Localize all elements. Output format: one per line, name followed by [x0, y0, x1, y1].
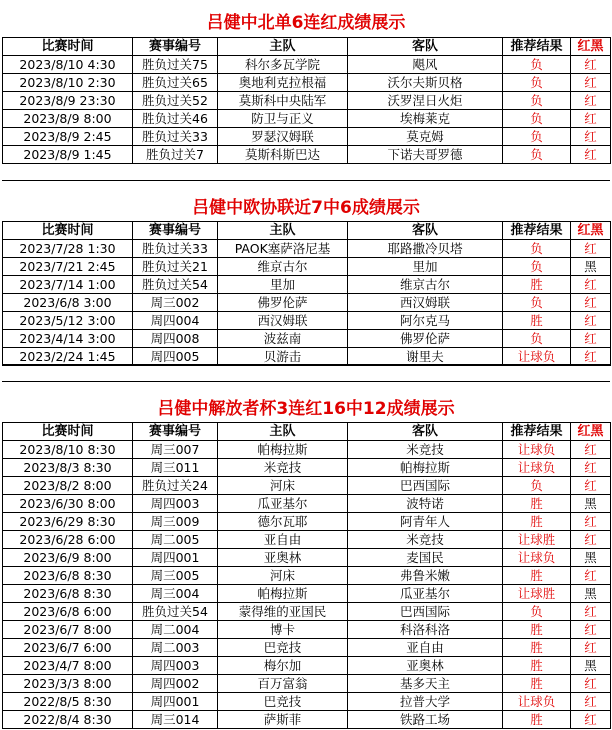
away-team: 亚奥林: [348, 657, 503, 675]
pick: 胜: [503, 711, 571, 729]
match-time: 2023/8/9 23:30: [3, 92, 133, 110]
match-time: 2023/5/12 3:00: [3, 312, 133, 330]
pick: 胜: [503, 495, 571, 513]
result: 红: [571, 240, 611, 258]
table-row: [3, 110, 611, 128]
home-team: PAOK塞萨洛尼基: [218, 240, 348, 258]
match-code: 周四001: [133, 693, 218, 711]
match-time: 2023/7/14 1:00: [3, 276, 133, 294]
away-team: 里加: [348, 258, 503, 276]
header-row: [3, 222, 611, 240]
table-row: [3, 56, 611, 74]
result: 红: [571, 294, 611, 312]
pick: 让球负: [503, 459, 571, 477]
away-team: 下诺夫哥罗德: [348, 146, 503, 164]
home-team: 帕梅拉斯: [218, 441, 348, 459]
away-team: 埃梅莱克: [348, 110, 503, 128]
table-row: [3, 603, 611, 621]
result: 红: [571, 146, 611, 164]
result: 红: [571, 348, 611, 366]
pick: 胜: [503, 639, 571, 657]
table-row: [3, 92, 611, 110]
home-team: 罗瑟汉姆联: [218, 128, 348, 146]
divider: [2, 364, 610, 365]
table-row: [3, 74, 611, 92]
home-team: 百万富翁: [218, 675, 348, 693]
match-time: 2023/8/10 8:30: [3, 441, 133, 459]
away-team: 西汉姆联: [348, 294, 503, 312]
result: 红: [571, 74, 611, 92]
result: 黑: [571, 657, 611, 675]
result: 红: [571, 603, 611, 621]
table-row: [3, 675, 611, 693]
table-row: [3, 441, 611, 459]
header-pick: 推荐结果: [503, 222, 571, 240]
match-time: 2023/6/28 6:00: [3, 531, 133, 549]
match-code: 胜负过关46: [133, 110, 218, 128]
pick: 负: [503, 146, 571, 164]
pick: 胜: [503, 312, 571, 330]
result: 红: [571, 639, 611, 657]
pick: 胜: [503, 567, 571, 585]
header-result: 红黑: [571, 222, 611, 240]
table-row: [3, 294, 611, 312]
away-team: 拉普大学: [348, 693, 503, 711]
match-code: 胜负过关24: [133, 477, 218, 495]
result: 红: [571, 56, 611, 74]
away-team: 沃尔夫斯贝格: [348, 74, 503, 92]
header-home: 主队: [218, 222, 348, 240]
pick: 负: [503, 330, 571, 348]
pick: 让球负: [503, 441, 571, 459]
match-time: 2023/8/10 2:30: [3, 74, 133, 92]
result: 红: [571, 441, 611, 459]
match-code: 周四001: [133, 549, 218, 567]
header-match-code: 赛事编号: [133, 222, 218, 240]
results-table: [2, 422, 611, 729]
header-time: 比赛时间: [3, 423, 133, 441]
pick: 负: [503, 56, 571, 74]
away-team: 弗鲁米嫩: [348, 567, 503, 585]
header-time: 比赛时间: [3, 38, 133, 56]
match-time: 2023/3/3 8:00: [3, 675, 133, 693]
result: 红: [571, 621, 611, 639]
divider: [2, 180, 610, 181]
home-team: 河床: [218, 477, 348, 495]
table-row: [3, 477, 611, 495]
header-home: 主队: [218, 38, 348, 56]
table-row: [3, 459, 611, 477]
header-match-code: 赛事编号: [133, 423, 218, 441]
pick: 负: [503, 258, 571, 276]
table-row: [3, 330, 611, 348]
home-team: 巴竞技: [218, 693, 348, 711]
home-team: 亚奥林: [218, 549, 348, 567]
match-time: 2023/7/21 2:45: [3, 258, 133, 276]
home-team: 佛罗伦萨: [218, 294, 348, 312]
results-table: [2, 37, 611, 164]
match-time: 2023/6/8 3:00: [3, 294, 133, 312]
header-match-code: 赛事编号: [133, 38, 218, 56]
home-team: 西汉姆联: [218, 312, 348, 330]
header-result: 红黑: [571, 38, 611, 56]
match-time: 2023/6/30 8:00: [3, 495, 133, 513]
pick: 负: [503, 240, 571, 258]
table-row: [3, 711, 611, 729]
home-team: 防卫与正义: [218, 110, 348, 128]
away-team: 维京古尔: [348, 276, 503, 294]
pick: 胜: [503, 621, 571, 639]
match-code: 胜负过关52: [133, 92, 218, 110]
header-row: [3, 38, 611, 56]
match-code: 周三002: [133, 294, 218, 312]
match-time: 2022/8/5 8:30: [3, 693, 133, 711]
pick: 让球负: [503, 348, 571, 366]
home-team: 贝游击: [218, 348, 348, 366]
home-team: 里加: [218, 276, 348, 294]
match-time: 2023/8/2 8:00: [3, 477, 133, 495]
away-team: 基多天主: [348, 675, 503, 693]
result: 红: [571, 477, 611, 495]
table-row: [3, 495, 611, 513]
result: 红: [571, 276, 611, 294]
home-team: 莫斯科中央陆军: [218, 92, 348, 110]
pick: 让球负: [503, 693, 571, 711]
result: 红: [571, 330, 611, 348]
result: 黑: [571, 258, 611, 276]
result: 红: [571, 312, 611, 330]
result: 红: [571, 92, 611, 110]
away-team: 莫克姆: [348, 128, 503, 146]
header-result: 红黑: [571, 423, 611, 441]
home-team: 河床: [218, 567, 348, 585]
away-team: 亚自由: [348, 639, 503, 657]
away-team: 阿尔克马: [348, 312, 503, 330]
table-row: [3, 585, 611, 603]
table-row: [3, 146, 611, 164]
pick: 让球胜: [503, 585, 571, 603]
result: 红: [571, 693, 611, 711]
match-code: 周二003: [133, 639, 218, 657]
table-row: [3, 276, 611, 294]
result: 红: [571, 513, 611, 531]
table-row: [3, 531, 611, 549]
match-time: 2023/6/8 8:30: [3, 585, 133, 603]
result: 红: [571, 711, 611, 729]
result: 黑: [571, 585, 611, 603]
match-code: 胜负过关7: [133, 146, 218, 164]
pick: 负: [503, 477, 571, 495]
match-time: 2023/6/7 8:00: [3, 621, 133, 639]
table-row: [3, 312, 611, 330]
header-home: 主队: [218, 423, 348, 441]
match-code: 胜负过关33: [133, 240, 218, 258]
home-team: 奥地利克拉根福: [218, 74, 348, 92]
home-team: 瓜亚基尔: [218, 495, 348, 513]
section-title: 吕健中解放者杯3连红16中12成绩展示: [157, 399, 455, 419]
table-row: [3, 240, 611, 258]
match-code: 周二005: [133, 531, 218, 549]
pick: 负: [503, 294, 571, 312]
result: 红: [571, 128, 611, 146]
match-time: 2023/6/7 6:00: [3, 639, 133, 657]
away-team: 沃罗涅日火炬: [348, 92, 503, 110]
table-row: [3, 549, 611, 567]
pick: 让球负: [503, 549, 571, 567]
table-row: [3, 128, 611, 146]
result: 红: [571, 531, 611, 549]
divider: [2, 163, 610, 164]
home-team: 亚自由: [218, 531, 348, 549]
away-team: 米竞技: [348, 531, 503, 549]
match-code: 胜负过关21: [133, 258, 218, 276]
home-team: 莫斯科斯巴达: [218, 146, 348, 164]
match-code: 周三014: [133, 711, 218, 729]
match-time: 2023/8/9 1:45: [3, 146, 133, 164]
match-time: 2023/2/24 1:45: [3, 348, 133, 366]
pick: 胜: [503, 513, 571, 531]
match-code: 周四005: [133, 348, 218, 366]
table-row: [3, 348, 611, 366]
pick: 负: [503, 128, 571, 146]
match-code: 周四003: [133, 495, 218, 513]
section-title: 吕健中北单6连红成绩展示: [206, 13, 406, 33]
away-team: 巴西国际: [348, 603, 503, 621]
match-code: 周三004: [133, 585, 218, 603]
away-team: 巴西国际: [348, 477, 503, 495]
pick: 胜: [503, 657, 571, 675]
away-team: 耶路撒冷贝塔: [348, 240, 503, 258]
pick: 胜: [503, 675, 571, 693]
match-code: 胜负过关54: [133, 276, 218, 294]
match-time: 2023/4/7 8:00: [3, 657, 133, 675]
match-time: 2023/6/8 6:00: [3, 603, 133, 621]
table-row: [3, 657, 611, 675]
results-table: [2, 221, 611, 366]
header-away: 客队: [348, 38, 503, 56]
section-title: 吕健中欧协联近7中6成绩展示: [192, 198, 420, 218]
table-row: [3, 513, 611, 531]
match-code: 周三009: [133, 513, 218, 531]
match-time: 2023/7/28 1:30: [3, 240, 133, 258]
header-away: 客队: [348, 423, 503, 441]
pick: 胜: [503, 276, 571, 294]
match-code: 周三007: [133, 441, 218, 459]
header-pick: 推荐结果: [503, 423, 571, 441]
match-code: 周四004: [133, 312, 218, 330]
match-code: 周三011: [133, 459, 218, 477]
home-team: 博卡: [218, 621, 348, 639]
away-team: 帕梅拉斯: [348, 459, 503, 477]
header-away: 客队: [348, 222, 503, 240]
table-row: [3, 639, 611, 657]
match-time: 2022/8/4 8:30: [3, 711, 133, 729]
pick: 负: [503, 92, 571, 110]
home-team: 巴竞技: [218, 639, 348, 657]
table-row: [3, 258, 611, 276]
match-time: 2023/6/29 8:30: [3, 513, 133, 531]
home-team: 维京古尔: [218, 258, 348, 276]
table-row: [3, 693, 611, 711]
header-time: 比赛时间: [3, 222, 133, 240]
match-time: 2023/8/9 2:45: [3, 128, 133, 146]
away-team: 波特诺: [348, 495, 503, 513]
result: 黑: [571, 495, 611, 513]
result: 红: [571, 110, 611, 128]
home-team: 德尔瓦耶: [218, 513, 348, 531]
divider: [2, 381, 610, 382]
match-code: 胜负过关33: [133, 128, 218, 146]
away-team: 科洛科洛: [348, 621, 503, 639]
match-code: 周四008: [133, 330, 218, 348]
match-time: 2023/6/8 8:30: [3, 567, 133, 585]
result: 黑: [571, 549, 611, 567]
away-team: 阿青年人: [348, 513, 503, 531]
home-team: 帕梅拉斯: [218, 585, 348, 603]
home-team: 波兹南: [218, 330, 348, 348]
match-code: 胜负过关65: [133, 74, 218, 92]
pick: 负: [503, 74, 571, 92]
pick: 让球胜: [503, 531, 571, 549]
result: 红: [571, 675, 611, 693]
match-code: 周四003: [133, 657, 218, 675]
home-team: 萨斯菲: [218, 711, 348, 729]
away-team: 铁路工场: [348, 711, 503, 729]
pick: 负: [503, 603, 571, 621]
match-code: 周二004: [133, 621, 218, 639]
header-row: [3, 423, 611, 441]
table-row: [3, 567, 611, 585]
result: 红: [571, 567, 611, 585]
match-code: 胜负过关75: [133, 56, 218, 74]
match-code: 周三005: [133, 567, 218, 585]
away-team: 瓜亚基尔: [348, 585, 503, 603]
match-time: 2023/4/14 3:00: [3, 330, 133, 348]
header-pick: 推荐结果: [503, 38, 571, 56]
home-team: 米竞技: [218, 459, 348, 477]
match-time: 2023/8/3 8:30: [3, 459, 133, 477]
away-team: 谢里夫: [348, 348, 503, 366]
match-code: 周四002: [133, 675, 218, 693]
result: 红: [571, 459, 611, 477]
match-code: 胜负过关54: [133, 603, 218, 621]
home-team: 蒙得维的亚国民: [218, 603, 348, 621]
away-team: 麦国民: [348, 549, 503, 567]
away-team: 米竞技: [348, 441, 503, 459]
pick: 负: [503, 110, 571, 128]
home-team: 梅尔加: [218, 657, 348, 675]
table-row: [3, 621, 611, 639]
away-team: 飓风: [348, 56, 503, 74]
match-time: 2023/8/10 4:30: [3, 56, 133, 74]
match-time: 2023/8/9 8:00: [3, 110, 133, 128]
away-team: 佛罗伦萨: [348, 330, 503, 348]
home-team: 科尔多瓦学院: [218, 56, 348, 74]
match-time: 2023/6/9 8:00: [3, 549, 133, 567]
